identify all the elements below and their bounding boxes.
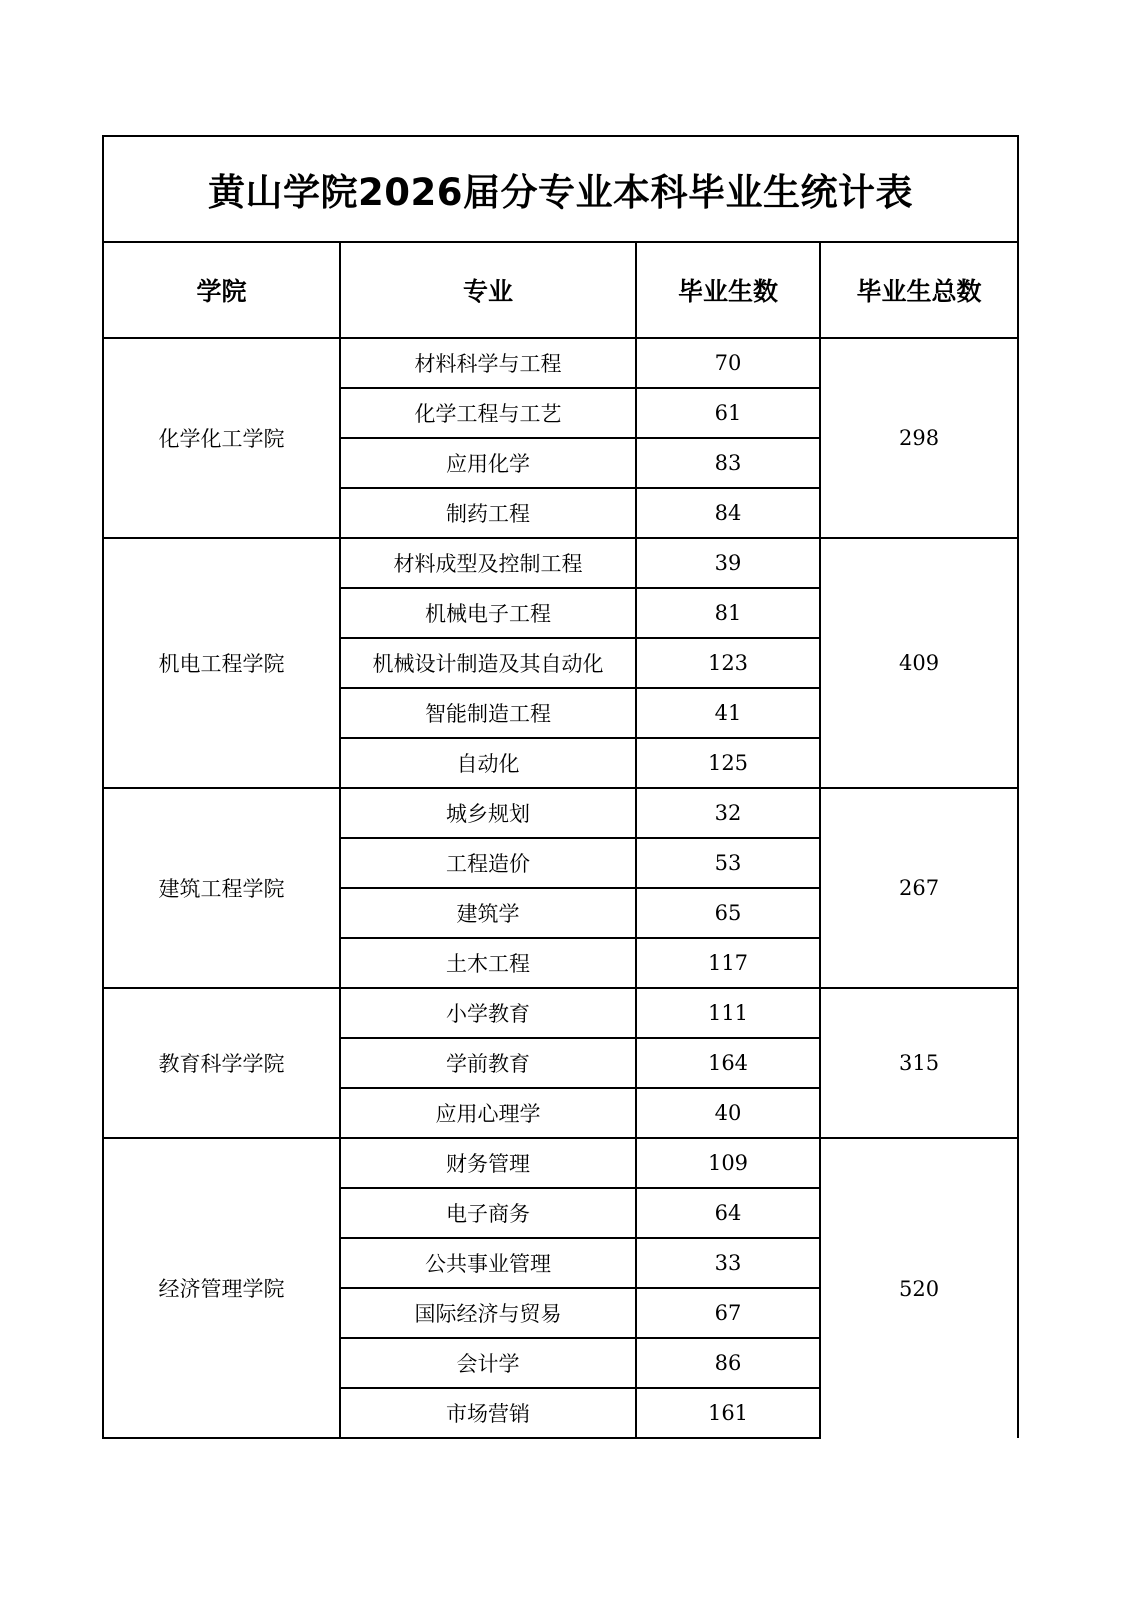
major-name-cell: 电子商务 bbox=[340, 1188, 636, 1238]
statistics-sheet bbox=[102, 135, 1017, 1439]
graduate-count-cell: 117 bbox=[636, 938, 820, 988]
graduate-count-cell: 81 bbox=[636, 588, 820, 638]
table-row bbox=[103, 1138, 1018, 1188]
table-row bbox=[103, 988, 1018, 1038]
college-total-cell: 409 bbox=[820, 538, 1018, 788]
college-total-cell: 520 bbox=[820, 1138, 1018, 1438]
graduate-count-cell: 123 bbox=[636, 638, 820, 688]
major-name-cell: 应用化学 bbox=[340, 438, 636, 488]
major-name-cell: 自动化 bbox=[340, 738, 636, 788]
graduate-count-cell: 86 bbox=[636, 1338, 820, 1388]
table-row bbox=[103, 538, 1018, 588]
table-row bbox=[103, 788, 1018, 838]
major-name-cell: 建筑学 bbox=[340, 888, 636, 938]
graduate-count-cell: 65 bbox=[636, 888, 820, 938]
graduate-count-cell: 109 bbox=[636, 1138, 820, 1188]
graduate-count-cell: 41 bbox=[636, 688, 820, 738]
major-name-cell: 公共事业管理 bbox=[340, 1238, 636, 1288]
graduate-count-cell: 32 bbox=[636, 788, 820, 838]
major-name-cell: 材料成型及控制工程 bbox=[340, 538, 636, 588]
graduate-statistics-table bbox=[102, 135, 1019, 1439]
major-name-cell: 机械设计制造及其自动化 bbox=[340, 638, 636, 688]
graduate-count-cell: 84 bbox=[636, 488, 820, 538]
graduate-count-cell: 70 bbox=[636, 338, 820, 388]
graduate-count-cell: 64 bbox=[636, 1188, 820, 1238]
college-name-cell: 化学化工学院 bbox=[103, 338, 340, 538]
graduate-count-cell: 83 bbox=[636, 438, 820, 488]
college-name-cell: 经济管理学院 bbox=[103, 1138, 340, 1438]
major-name-cell: 学前教育 bbox=[340, 1038, 636, 1088]
major-name-cell: 智能制造工程 bbox=[340, 688, 636, 738]
table-body bbox=[103, 338, 1018, 1438]
header-college: 学院 bbox=[103, 242, 340, 338]
college-name-cell: 机电工程学院 bbox=[103, 538, 340, 788]
major-name-cell: 会计学 bbox=[340, 1338, 636, 1388]
major-name-cell: 小学教育 bbox=[340, 988, 636, 1038]
header-count: 毕业生数 bbox=[636, 242, 820, 338]
major-name-cell: 制药工程 bbox=[340, 488, 636, 538]
graduate-count-cell: 161 bbox=[636, 1388, 820, 1438]
graduate-count-cell: 67 bbox=[636, 1288, 820, 1338]
table-row bbox=[103, 338, 1018, 388]
major-name-cell: 土木工程 bbox=[340, 938, 636, 988]
graduate-count-cell: 40 bbox=[636, 1088, 820, 1138]
graduate-count-cell: 125 bbox=[636, 738, 820, 788]
college-name-cell: 建筑工程学院 bbox=[103, 788, 340, 988]
graduate-count-cell: 111 bbox=[636, 988, 820, 1038]
graduate-count-cell: 53 bbox=[636, 838, 820, 888]
college-total-cell: 315 bbox=[820, 988, 1018, 1138]
header-total: 毕业生总数 bbox=[820, 242, 1018, 338]
graduate-count-cell: 164 bbox=[636, 1038, 820, 1088]
major-name-cell: 财务管理 bbox=[340, 1138, 636, 1188]
college-total-cell: 267 bbox=[820, 788, 1018, 988]
major-name-cell: 材料科学与工程 bbox=[340, 338, 636, 388]
major-name-cell: 市场营销 bbox=[340, 1388, 636, 1438]
major-name-cell: 国际经济与贸易 bbox=[340, 1288, 636, 1338]
graduate-count-cell: 61 bbox=[636, 388, 820, 438]
table-title: 黄山学院2026届分专业本科毕业生统计表 bbox=[103, 136, 1018, 242]
major-name-cell: 化学工程与工艺 bbox=[340, 388, 636, 438]
major-name-cell: 工程造价 bbox=[340, 838, 636, 888]
major-name-cell: 应用心理学 bbox=[340, 1088, 636, 1138]
college-name-cell: 教育科学学院 bbox=[103, 988, 340, 1138]
graduate-count-cell: 33 bbox=[636, 1238, 820, 1288]
header-major: 专业 bbox=[340, 242, 636, 338]
major-name-cell: 机械电子工程 bbox=[340, 588, 636, 638]
college-total-cell: 298 bbox=[820, 338, 1018, 538]
graduate-count-cell: 39 bbox=[636, 538, 820, 588]
major-name-cell: 城乡规划 bbox=[340, 788, 636, 838]
